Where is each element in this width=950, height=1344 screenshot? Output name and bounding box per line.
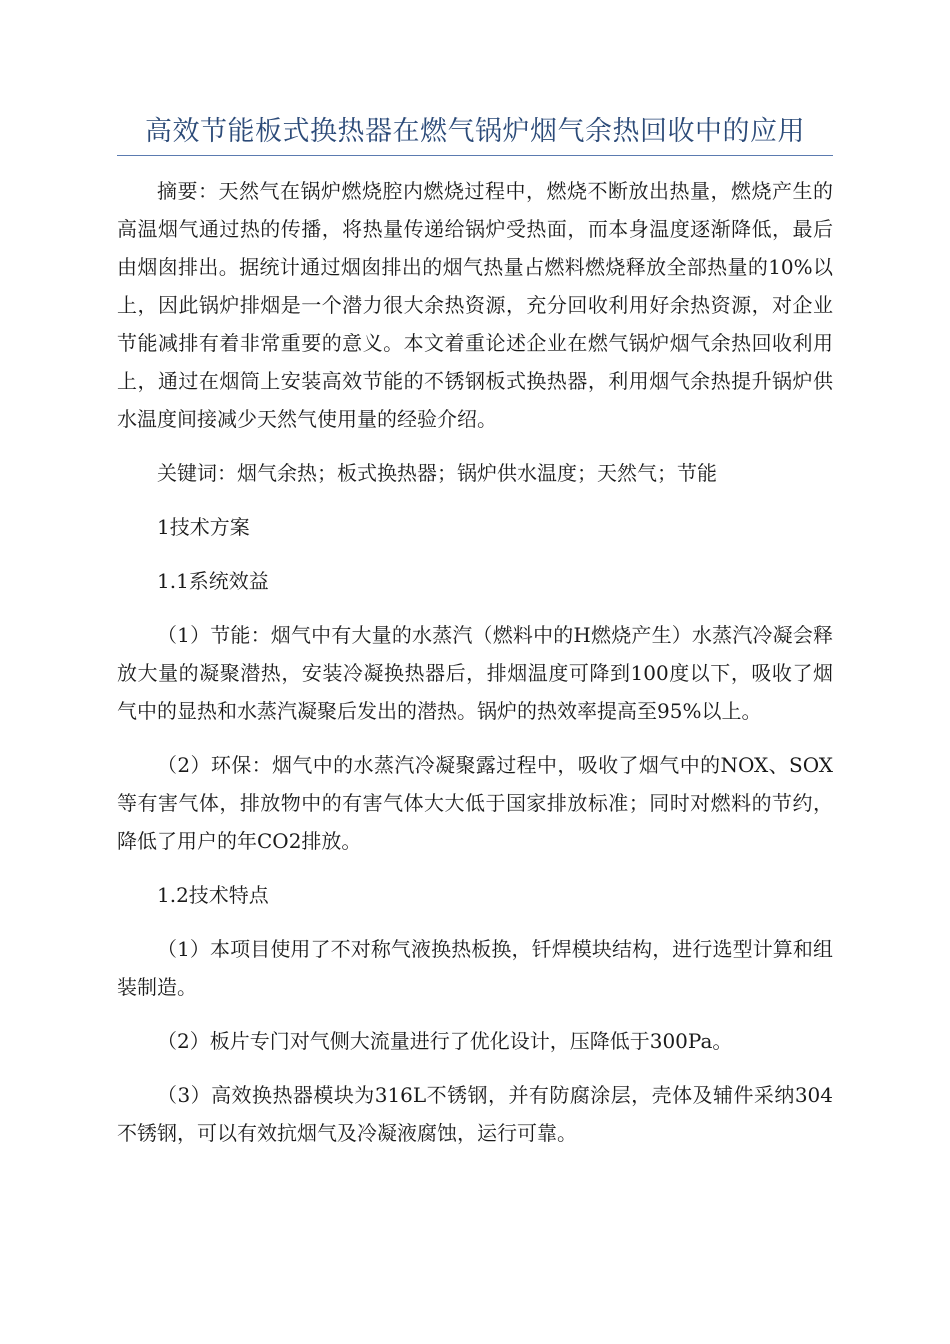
body-paragraph: （3）高效换热器模块为316L不锈钢，并有防腐涂层，壳体及辅件采纳304不锈钢，可以有效抗烟气及冷凝液腐蚀，运行可靠。: [117, 1083, 833, 1145]
body-paragraph: （1）本项目使用了不对称气液换热板换，钎焊模块结构，进行选型计算和组装制造。: [117, 937, 833, 999]
body-paragraph: （1）节能：烟气中有大量的水蒸汽（燃料中的H燃烧产生）水蒸汽冷凝会释放大量的凝聚潜热，安装冷凝换热器后，排烟温度可降到100度以下，吸收了烟气中的显热和水蒸汽凝聚后发出的潜热。锅炉的热效率提高至95%以上。: [117, 623, 833, 723]
section-heading-1-1: 1.1系统效益: [157, 569, 269, 593]
section-heading-1-2: 1.2技术特点: [157, 883, 269, 907]
abstract-paragraph: 摘要：天然气在锅炉燃烧腔内燃烧过程中，燃烧不断放出热量，燃烧产生的高温烟气通过热的传播，将热量传递给锅炉受热面，而本身温度逐渐降低，最后由烟囱排出。据统计通过烟囱排出的烟气热量占燃料燃烧释放全部热量的10%以上，因此锅炉排烟是一个潜力很大余热资源，充分回收利用好余热资源，对企业节能减排有着非常重要的意义。本文着重论述企业在燃气锅炉烟气余热回收利用上，通过在烟筒上安装高效节能的不锈钢板式换热器，利用烟气余热提升锅炉供水温度间接减少天然气使用量的经验介绍。: [117, 179, 833, 431]
keywords-paragraph: 关键词：烟气余热；板式换热器；锅炉供水温度；天然气；节能: [157, 461, 717, 485]
section-heading-1: 1技术方案: [157, 515, 250, 539]
body-paragraph: （2）环保：烟气中的水蒸汽冷凝聚露过程中，吸收了烟气中的NOX、SOX等有害气体，排放物中的有害气体大大低于国家排放标准；同时对燃料的节约，降低了用户的年CO2排放。: [117, 753, 833, 853]
body-paragraph: （2）板片专门对气侧大流量进行了优化设计，压降低于300Pa。: [157, 1029, 733, 1053]
document-title: 高效节能板式换热器在燃气锅炉烟气余热回收中的应用: [117, 112, 833, 156]
document-body: [117, 172, 833, 1168]
